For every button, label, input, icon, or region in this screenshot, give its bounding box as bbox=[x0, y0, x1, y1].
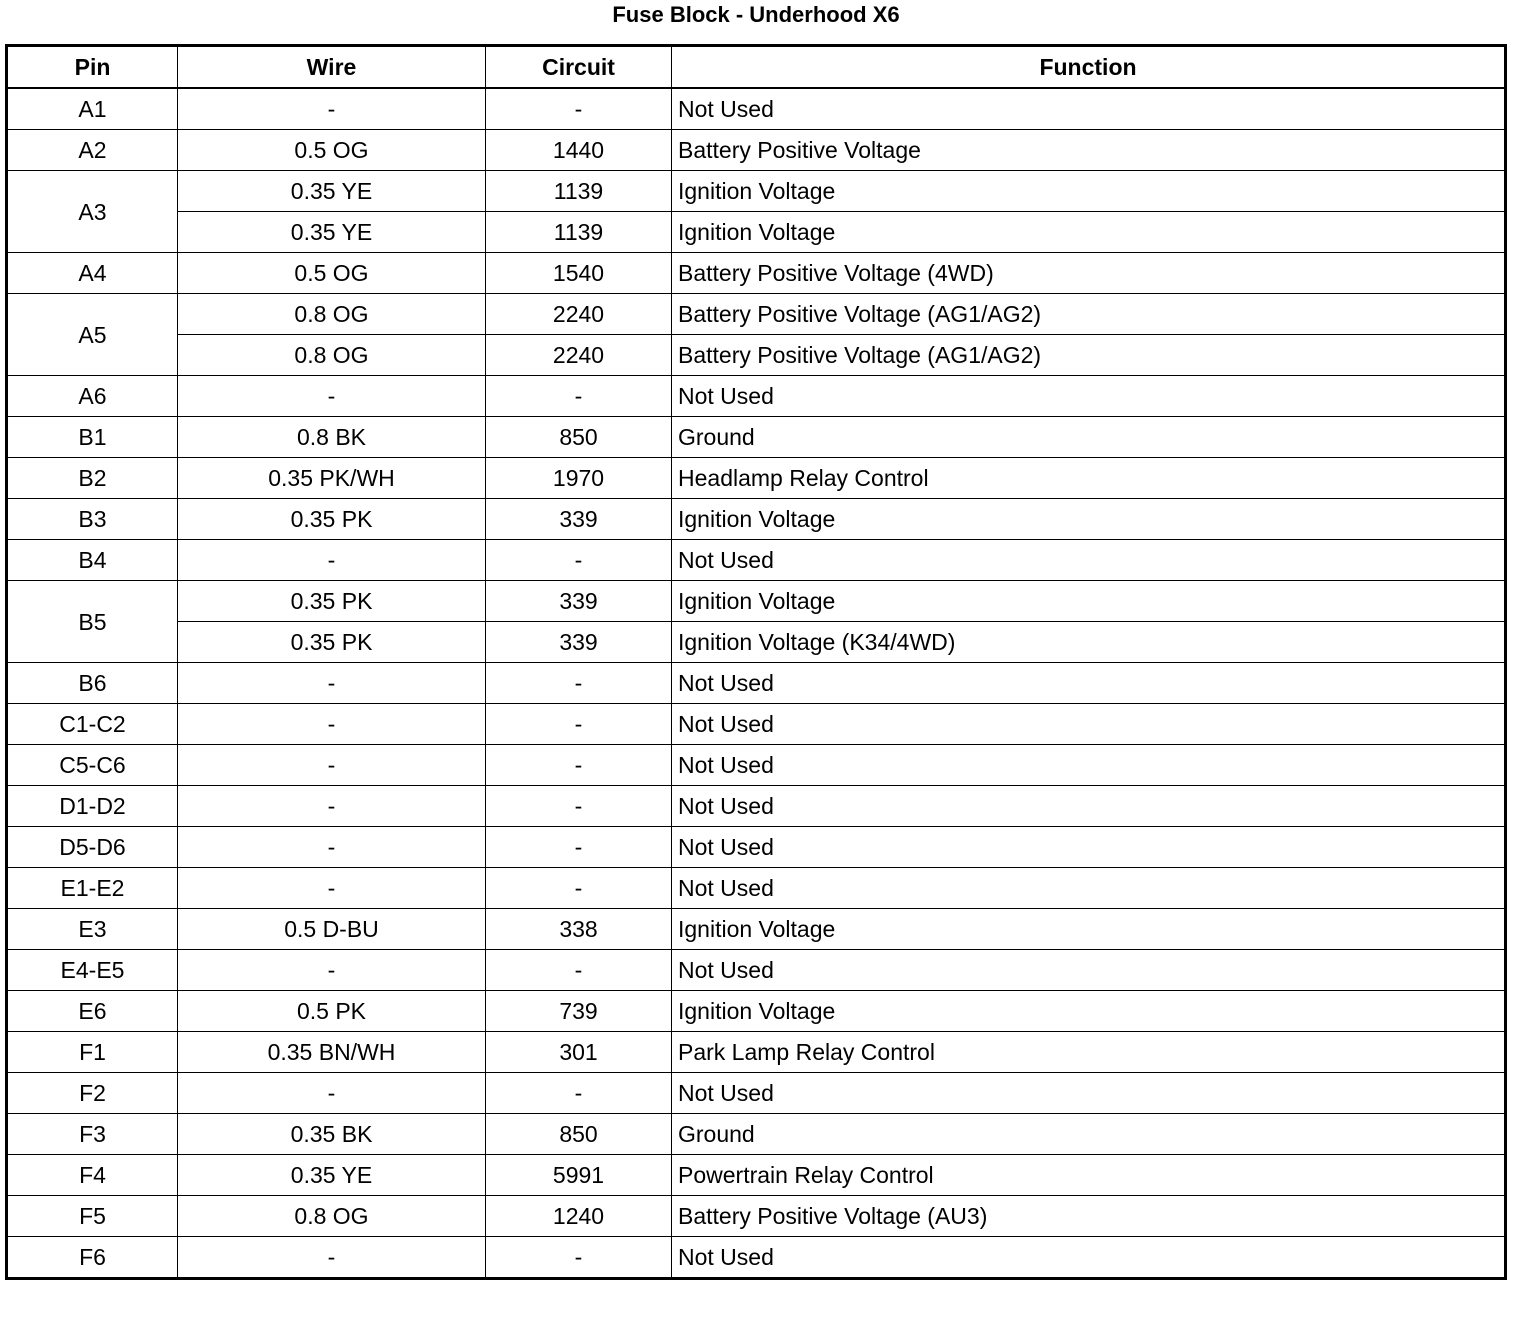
table-row bbox=[7, 212, 1506, 253]
wire-cell: 0.35 PK bbox=[178, 499, 486, 540]
wire-cell: - bbox=[178, 868, 486, 909]
pin-cell: A4 bbox=[7, 253, 178, 294]
table-row bbox=[7, 376, 1506, 417]
function-cell: Not Used bbox=[672, 827, 1506, 868]
page-title: Fuse Block - Underhood X6 bbox=[612, 2, 900, 27]
table-row bbox=[7, 499, 1506, 540]
wire-cell: 0.35 PK bbox=[178, 581, 486, 622]
circuit-cell: 1970 bbox=[486, 458, 672, 499]
circuit-cell: 1440 bbox=[486, 130, 672, 171]
function-cell: Not Used bbox=[672, 950, 1506, 991]
function-cell: Not Used bbox=[672, 1073, 1506, 1114]
circuit-cell: 301 bbox=[486, 1032, 672, 1073]
pin-cell: E3 bbox=[7, 909, 178, 950]
circuit-cell: 1139 bbox=[486, 171, 672, 212]
circuit-cell: - bbox=[486, 950, 672, 991]
table-row bbox=[7, 458, 1506, 499]
circuit-cell: 338 bbox=[486, 909, 672, 950]
circuit-cell: 2240 bbox=[486, 335, 672, 376]
pin-cell: B2 bbox=[7, 458, 178, 499]
header-wire: Wire bbox=[178, 46, 486, 89]
table-row bbox=[7, 1155, 1506, 1196]
function-cell: Ignition Voltage (K34/4WD) bbox=[672, 622, 1506, 663]
circuit-cell: 850 bbox=[486, 417, 672, 458]
function-cell: Ignition Voltage bbox=[672, 581, 1506, 622]
pin-cell: F4 bbox=[7, 1155, 178, 1196]
table-row bbox=[7, 253, 1506, 294]
wire-cell: 0.5 OG bbox=[178, 253, 486, 294]
pin-cell: E6 bbox=[7, 991, 178, 1032]
pin-cell: B5 bbox=[7, 581, 178, 663]
table-row bbox=[7, 540, 1506, 581]
function-cell: Not Used bbox=[672, 540, 1506, 581]
pin-cell: F5 bbox=[7, 1196, 178, 1237]
function-cell: Not Used bbox=[672, 745, 1506, 786]
table-row bbox=[7, 622, 1506, 663]
circuit-cell: - bbox=[486, 827, 672, 868]
pin-cell: C1-C2 bbox=[7, 704, 178, 745]
table-row bbox=[7, 88, 1506, 130]
table-row bbox=[7, 1237, 1506, 1279]
wire-cell: - bbox=[178, 376, 486, 417]
function-cell: Battery Positive Voltage bbox=[672, 130, 1506, 171]
circuit-cell: 5991 bbox=[486, 1155, 672, 1196]
pin-cell: D1-D2 bbox=[7, 786, 178, 827]
pin-cell: A3 bbox=[7, 171, 178, 253]
circuit-cell: - bbox=[486, 376, 672, 417]
pin-cell: B4 bbox=[7, 540, 178, 581]
wire-cell: 0.5 PK bbox=[178, 991, 486, 1032]
pin-cell: A5 bbox=[7, 294, 178, 376]
wire-cell: - bbox=[178, 663, 486, 704]
function-cell: Not Used bbox=[672, 704, 1506, 745]
connector-pinout-table bbox=[5, 44, 1507, 1280]
function-cell: Not Used bbox=[672, 663, 1506, 704]
function-cell: Ignition Voltage bbox=[672, 499, 1506, 540]
table-row bbox=[7, 786, 1506, 827]
circuit-cell: 1540 bbox=[486, 253, 672, 294]
function-cell: Ignition Voltage bbox=[672, 991, 1506, 1032]
table-body bbox=[7, 88, 1506, 1279]
pin-cell: F2 bbox=[7, 1073, 178, 1114]
wire-cell: 0.8 OG bbox=[178, 335, 486, 376]
table-row bbox=[7, 1073, 1506, 1114]
table-row bbox=[7, 704, 1506, 745]
function-cell: Park Lamp Relay Control bbox=[672, 1032, 1506, 1073]
function-cell: Powertrain Relay Control bbox=[672, 1155, 1506, 1196]
header-function: Function bbox=[672, 46, 1506, 89]
wire-cell: 0.8 BK bbox=[178, 417, 486, 458]
pin-cell: F6 bbox=[7, 1237, 178, 1279]
circuit-cell: - bbox=[486, 868, 672, 909]
function-cell: Battery Positive Voltage (AG1/AG2) bbox=[672, 335, 1506, 376]
circuit-cell: - bbox=[486, 786, 672, 827]
function-cell: Ground bbox=[672, 417, 1506, 458]
wire-cell: - bbox=[178, 786, 486, 827]
function-cell: Not Used bbox=[672, 786, 1506, 827]
header-row bbox=[7, 46, 1506, 89]
function-cell: Not Used bbox=[672, 1237, 1506, 1279]
circuit-cell: 739 bbox=[486, 991, 672, 1032]
table-row bbox=[7, 827, 1506, 868]
pin-cell: A6 bbox=[7, 376, 178, 417]
circuit-cell: - bbox=[486, 1237, 672, 1279]
circuit-cell: - bbox=[486, 663, 672, 704]
circuit-cell: - bbox=[486, 704, 672, 745]
table-row bbox=[7, 663, 1506, 704]
table-row bbox=[7, 991, 1506, 1032]
pin-cell: A2 bbox=[7, 130, 178, 171]
function-cell: Battery Positive Voltage (4WD) bbox=[672, 253, 1506, 294]
header-pin: Pin bbox=[7, 46, 178, 89]
pin-cell: A1 bbox=[7, 88, 178, 130]
wire-cell: - bbox=[178, 950, 486, 991]
function-cell: Not Used bbox=[672, 868, 1506, 909]
pin-cell: F1 bbox=[7, 1032, 178, 1073]
table-row bbox=[7, 417, 1506, 458]
wire-cell: 0.35 PK/WH bbox=[178, 458, 486, 499]
table-row bbox=[7, 130, 1506, 171]
wire-cell: 0.8 OG bbox=[178, 294, 486, 335]
function-cell: Not Used bbox=[672, 376, 1506, 417]
function-cell: Ignition Voltage bbox=[672, 212, 1506, 253]
circuit-cell: - bbox=[486, 745, 672, 786]
table-row bbox=[7, 868, 1506, 909]
function-cell: Ignition Voltage bbox=[672, 909, 1506, 950]
wire-cell: - bbox=[178, 827, 486, 868]
pin-cell: B1 bbox=[7, 417, 178, 458]
table-row bbox=[7, 294, 1506, 335]
pin-cell: B3 bbox=[7, 499, 178, 540]
table-row bbox=[7, 1196, 1506, 1237]
wire-cell: - bbox=[178, 540, 486, 581]
function-cell: Headlamp Relay Control bbox=[672, 458, 1506, 499]
wire-cell: 0.8 OG bbox=[178, 1196, 486, 1237]
wire-cell: 0.5 D-BU bbox=[178, 909, 486, 950]
wire-cell: - bbox=[178, 88, 486, 130]
header-circuit: Circuit bbox=[486, 46, 672, 89]
wire-cell: 0.35 YE bbox=[178, 171, 486, 212]
circuit-cell: - bbox=[486, 88, 672, 130]
pin-cell: D5-D6 bbox=[7, 827, 178, 868]
table-row bbox=[7, 950, 1506, 991]
pin-cell: F3 bbox=[7, 1114, 178, 1155]
circuit-cell: - bbox=[486, 540, 672, 581]
wire-cell: - bbox=[178, 704, 486, 745]
function-cell: Battery Positive Voltage (AU3) bbox=[672, 1196, 1506, 1237]
function-cell: Not Used bbox=[672, 88, 1506, 130]
circuit-cell: 1139 bbox=[486, 212, 672, 253]
wire-cell: 0.35 YE bbox=[178, 212, 486, 253]
pin-cell: E4-E5 bbox=[7, 950, 178, 991]
wire-cell: - bbox=[178, 1237, 486, 1279]
circuit-cell: 2240 bbox=[486, 294, 672, 335]
circuit-cell: 1240 bbox=[486, 1196, 672, 1237]
table-header bbox=[7, 46, 1506, 89]
circuit-cell: 850 bbox=[486, 1114, 672, 1155]
wire-cell: - bbox=[178, 1073, 486, 1114]
table-row bbox=[7, 581, 1506, 622]
wire-cell: 0.35 YE bbox=[178, 1155, 486, 1196]
wire-cell: 0.35 BN/WH bbox=[178, 1032, 486, 1073]
circuit-cell: 339 bbox=[486, 622, 672, 663]
pin-cell: B6 bbox=[7, 663, 178, 704]
table-row bbox=[7, 335, 1506, 376]
wire-cell: 0.35 BK bbox=[178, 1114, 486, 1155]
table-row bbox=[7, 745, 1506, 786]
wire-cell: 0.5 OG bbox=[178, 130, 486, 171]
pin-cell: E1-E2 bbox=[7, 868, 178, 909]
function-cell: Ignition Voltage bbox=[672, 171, 1506, 212]
pin-cell: C5-C6 bbox=[7, 745, 178, 786]
table-row bbox=[7, 171, 1506, 212]
function-cell: Battery Positive Voltage (AG1/AG2) bbox=[672, 294, 1506, 335]
circuit-cell: 339 bbox=[486, 499, 672, 540]
table-row bbox=[7, 909, 1506, 950]
circuit-cell: - bbox=[486, 1073, 672, 1114]
circuit-cell: 339 bbox=[486, 581, 672, 622]
wire-cell: 0.35 PK bbox=[178, 622, 486, 663]
table-row bbox=[7, 1032, 1506, 1073]
table-row bbox=[7, 1114, 1506, 1155]
wire-cell: - bbox=[178, 745, 486, 786]
function-cell: Ground bbox=[672, 1114, 1506, 1155]
